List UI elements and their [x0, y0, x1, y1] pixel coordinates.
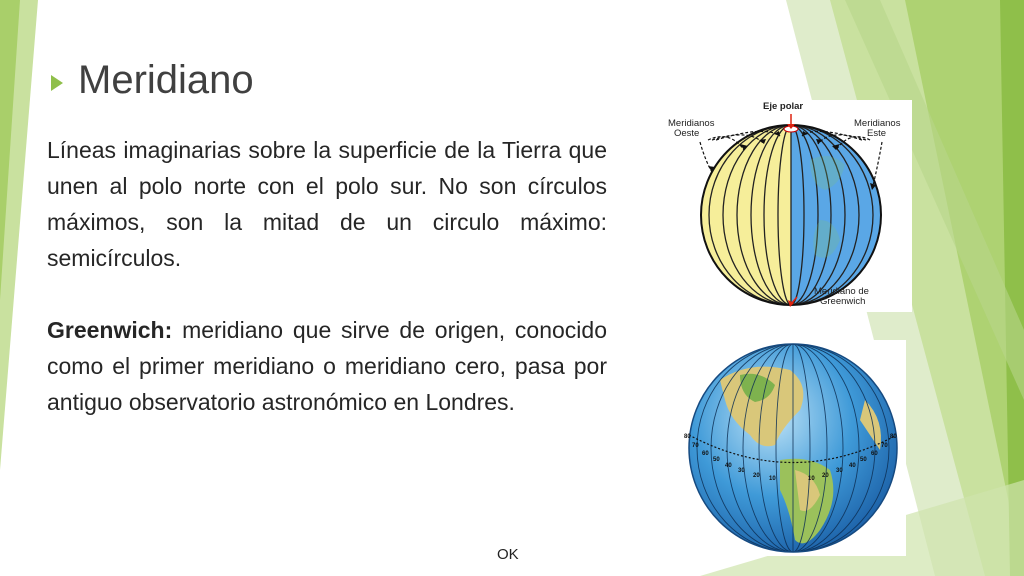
latitude-label: 40 [725, 463, 732, 469]
footer-text: OK [497, 546, 519, 563]
latitude-label: 60 [871, 451, 878, 457]
slide-body [47, 132, 607, 420]
label-greenwich-line2: Greenwich [820, 296, 866, 307]
latitude-label: 40 [849, 463, 856, 469]
latitude-label: 50 [713, 457, 720, 463]
globe-meridians-figure [680, 340, 906, 556]
latitude-label: 10 [769, 476, 776, 482]
latitude-label: 50 [860, 457, 867, 463]
latitude-label: 20 [822, 473, 829, 479]
latitude-label: 30 [836, 468, 843, 474]
slide-title: Meridiano [78, 58, 254, 102]
label-west-meridians-line1: Meridianos [668, 118, 715, 129]
label-west-meridians-line2: Oeste [674, 128, 700, 139]
latitude-label: 80 [684, 434, 691, 440]
label-greenwich-line1: Meridiano de [814, 286, 869, 297]
paragraph-definition: Líneas imaginarias sobre la superficie de la Tierra que unen al polo norte con el polo sur. No son círculos máximos, son la mitad de un circulo máximo: semicírculos. [47, 137, 607, 271]
bullet-triangle-icon [51, 75, 63, 91]
latitude-label: 60 [702, 451, 709, 457]
label-east-meridians-line2: Este [867, 128, 887, 139]
latitude-label: 80 [890, 434, 897, 440]
label-east-meridians-line1: Meridianos [854, 118, 901, 129]
label-polar-axis: Eje polar [763, 101, 804, 112]
meridian-diagram [660, 100, 912, 312]
paragraph-greenwich [47, 312, 607, 420]
latitude-label: 30 [738, 468, 745, 474]
latitude-label: 70 [881, 443, 888, 449]
latitude-label: 20 [753, 473, 760, 479]
globe-illustration [680, 340, 906, 556]
greenwich-term: Greenwich: [47, 317, 173, 343]
greenwich-description: meridiano que sirve de origen, conocido como el primer meridiano o meridiano cero, pasa por antiguo observatorio astronómico en Londres. [47, 317, 607, 415]
latitude-label: 70 [692, 443, 699, 449]
latitude-label: 10 [808, 476, 815, 482]
